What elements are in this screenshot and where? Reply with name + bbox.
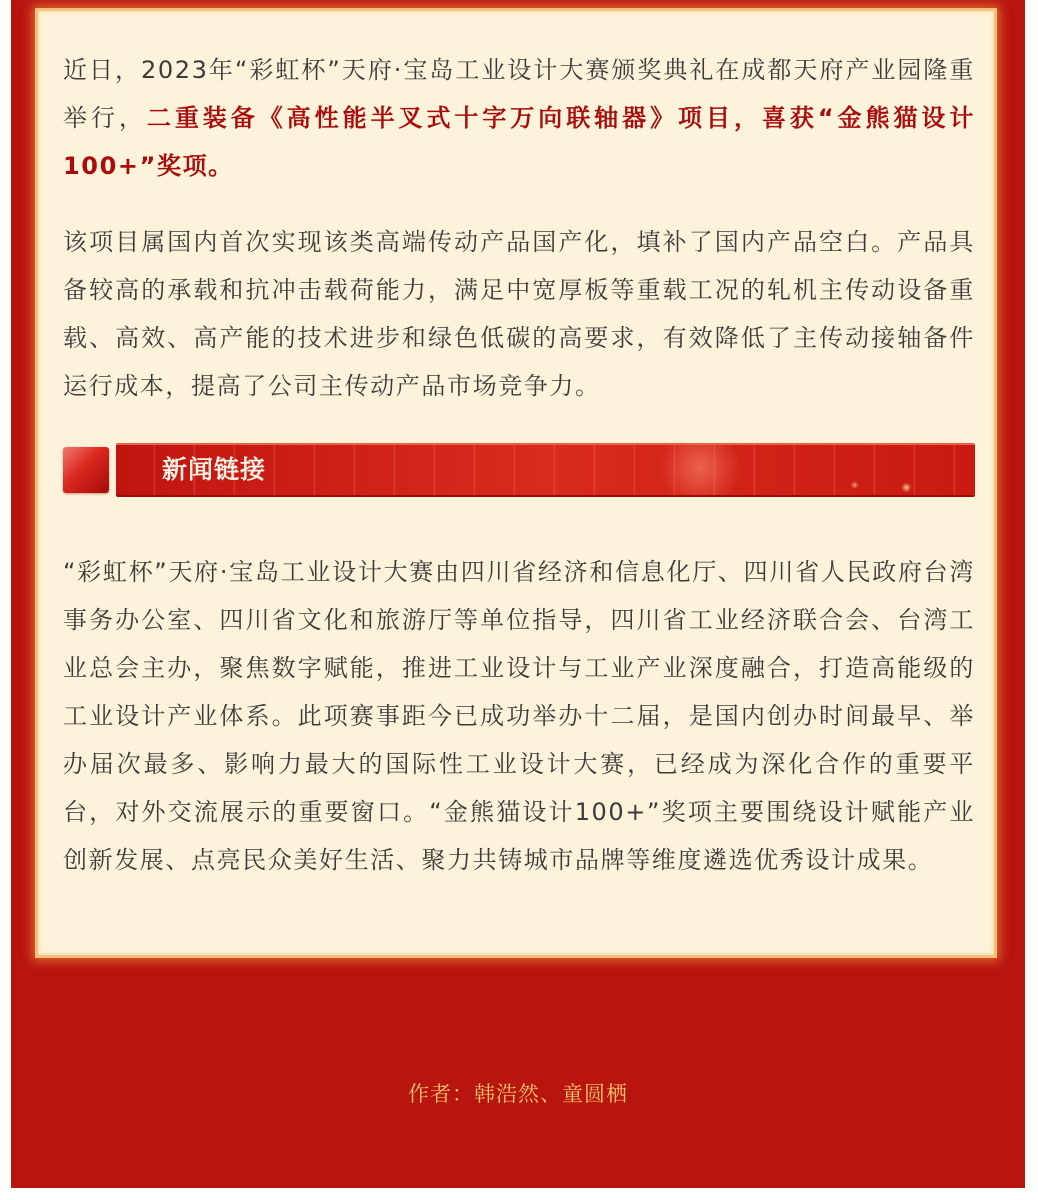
- news-link-paragraph: “彩虹杯”天府·宝岛工业设计大赛由四川省经济和信息化厅、四川省人民政府台湾事务办公室、四川省文化和旅游厅等单位指导，四川省工业经济联合会、台湾工业总会主办，聚焦数字赋能，推进工业设计与工业产业深度融合，打造高能级的工业设计产业体系。此项赛事距今已成功举办十二届，是国内创办时间最早、举办届次最多、影响力最大的国际性工业设计大赛，已经成为深化合作的重要平台，对外交流展示的重要窗口。“金熊猫设计100+”奖项主要围绕设计赋能产业创新发展、点亮民众美好生活、聚力共铸城市品牌等维度遴选优秀设计成果。: [63, 558, 975, 874]
- header-square-icon: [63, 447, 109, 493]
- page-background: [11, 0, 1025, 1188]
- article-card: [35, 8, 997, 958]
- award-highlight: 二重装备《高性能半叉式十字万向联轴器》项目，喜获“金熊猫设计100+”奖项。: [63, 104, 975, 180]
- intro-text: 近日，2023年“彩虹杯”天府·宝岛工业设计大赛颁奖典礼在成都天府产业园隆重举行，: [63, 56, 975, 132]
- section-title: 新闻链接: [162, 455, 267, 484]
- header-banner: [116, 443, 975, 497]
- author-credit: 作者：韩浩然、童圆栖: [408, 1082, 628, 1106]
- news-link-header: [63, 443, 975, 497]
- project-paragraph: 该项目属国内首次实现该类高端传动产品国产化，填补了国内产品空白。产品具备较高的承载和抗冲击载荷能力，满足中宽厚板等重载工况的轧机主传动设备重载、高效、高产能的技术进步和绿色低碳的高要求，有效降低了主传动接轴备件运行成本，提高了公司主传动产品市场竞争力。: [63, 228, 975, 400]
- intro-paragraph: [63, 46, 975, 190]
